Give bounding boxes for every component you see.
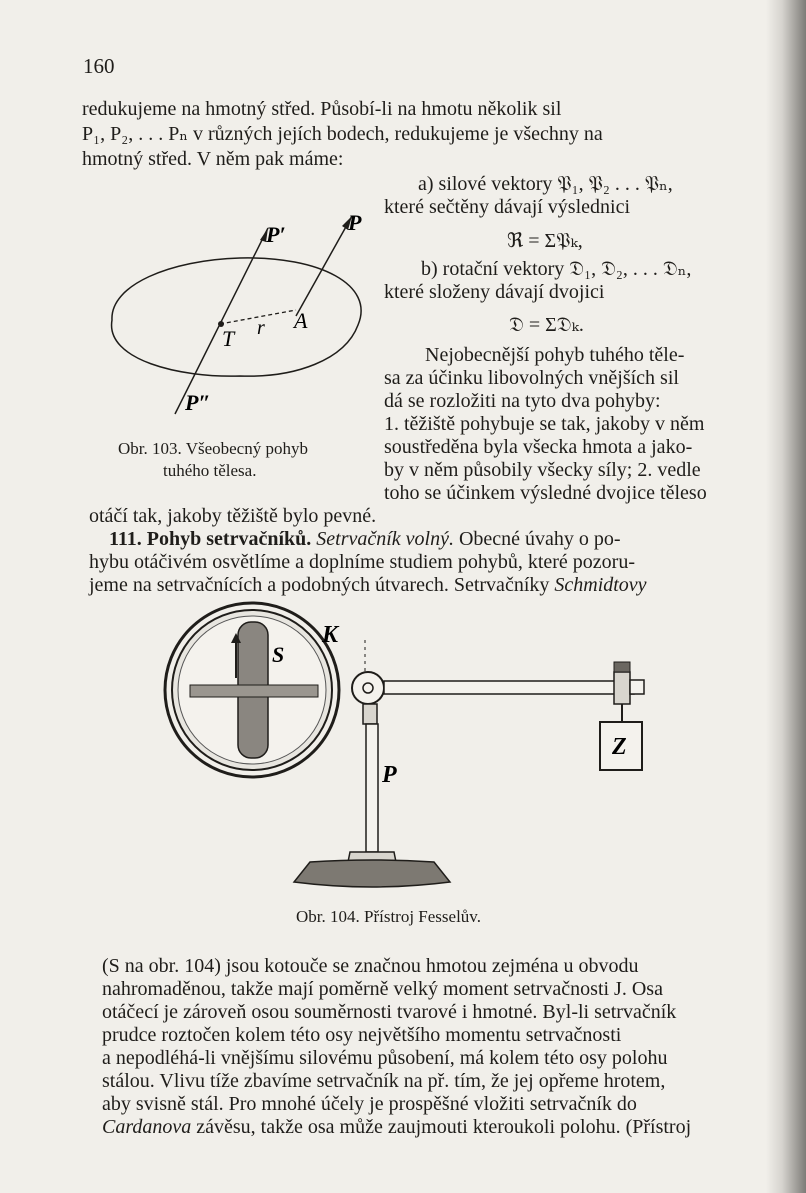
figure-103: [90, 200, 380, 440]
section-line-2: hybu otáčivém osvětlíme a doplníme studiem pohybů, které pozoru-: [89, 551, 635, 573]
support-column: [366, 724, 378, 852]
section-subtitle: Setrvačník volný.: [316, 528, 454, 550]
gyroscope-spoke-horizontal: [190, 685, 318, 697]
formula-R: ℜ = Σ𝔓ₖ,: [507, 230, 583, 252]
counterweight-clamp: [614, 672, 630, 704]
section-number: 111.: [109, 528, 142, 550]
figure-104: [160, 600, 680, 900]
label-p-prime: P′: [266, 222, 286, 247]
intro-line-1: redukujeme na hmotný střed. Působí-li na hmotu několik sil: [82, 98, 562, 120]
body-line-4: prudce roztočen kolem této osy největšího momentu setrvačnosti: [102, 1024, 622, 1046]
label-t: T: [222, 326, 235, 351]
rod-end-cap: [630, 680, 644, 694]
fig103-caption-1: Obr. 103. Všeobecný pohyb: [118, 439, 308, 458]
clamp-screw: [614, 662, 630, 672]
para-end: otáčí tak, jakoby těžiště bylo pevné.: [89, 505, 377, 527]
label-r: r: [257, 317, 265, 339]
label-a: A: [294, 308, 308, 333]
body-line-2: nahromaděnou, takže mají poměrně velký moment setrvačnosti J. Osa: [102, 978, 663, 1000]
column-joint: [363, 704, 377, 724]
side-line-9: dá se rozložiti na tyto dva pohyby:: [384, 390, 661, 412]
cardanova-italic: Cardanova: [102, 1116, 192, 1138]
horizontal-rod: [384, 681, 634, 694]
side-line-1: a) silové vektory 𝔓₁, 𝔓₂ . . . 𝔓ₙ,: [418, 173, 673, 195]
section-line-3-text: jeme na setrvačnících a podobných útvarech. Setrvačníky: [89, 574, 550, 596]
section-line-3: [89, 574, 647, 596]
fig103-caption-2: tuhého tělesa.: [163, 461, 257, 480]
label-z: Z: [612, 734, 627, 760]
page-number: 160: [83, 54, 115, 78]
side-line-12: by v něm působily všecky síly; 2. vedle: [384, 459, 701, 481]
side-line-10: 1. těžiště pohybuje se tak, jakoby v něm: [384, 413, 705, 435]
side-line-5: které složeny dávají dvojici: [384, 281, 605, 303]
label-p: P: [382, 762, 397, 788]
body-line-5: a nepodléhá-li vnějšímu silovému působení, má kolem této osy polohu: [102, 1047, 668, 1069]
body-line-6: stálou. Vlivu tíže zbavíme setrvačník na př. tím, že jej opřeme hrotem,: [102, 1070, 666, 1092]
side-line-13: toho se účinkem výsledné dvojice těleso: [384, 482, 707, 504]
formula-D: 𝔇 = Σ𝔇ₖ.: [509, 314, 584, 336]
side-line-4: b) rotační vektory 𝔇₁, 𝔇₂, . . . 𝔇ₙ,: [421, 258, 692, 280]
intro-line-2: P₁, P₂, . . . Pₙ v různých jejích bodech, redukujeme je všechny na: [82, 123, 603, 145]
intro-line-3: hmotný střed. V něm pak máme:: [82, 148, 344, 170]
rigid-body-outline: [112, 258, 362, 376]
schmidtovy-italic: Schmidtovy: [554, 574, 647, 596]
body-line-8: [102, 1116, 691, 1138]
page-edge-shadow: [766, 0, 806, 1193]
fig104-caption: Obr. 104. Přístroj Fesselův.: [296, 907, 481, 926]
section-heading: [109, 528, 621, 550]
section-line-1: Obecné úvahy o po-: [458, 528, 621, 550]
label-p-double: P″: [185, 390, 211, 415]
label-s: S: [272, 642, 285, 667]
side-line-7: Nejobecnější pohyb tuhého těle-: [425, 344, 685, 366]
body-line-8-text: závěsu, takže osa může zaujmouti kteroukoli polohu. (Přístroj: [196, 1116, 692, 1138]
section-title: Pohyb setrvačníků.: [146, 528, 312, 550]
body-line-1: (S na obr. 104) jsou kotouče se značnou hmotou zejména u obvodu: [102, 955, 639, 977]
side-line-11: soustředěna byla všecka hmota a jako-: [384, 436, 693, 458]
stand-base: [294, 860, 450, 887]
pivot-hub: [352, 672, 384, 704]
body-line-3: otáčecí je zároveň osou souměrnosti tvarové i hmotné. Byl-li setrvačník: [102, 1001, 677, 1023]
side-line-2: které sečtěny dávají výslednici: [384, 196, 631, 218]
axis-line-p-prime: [175, 228, 268, 414]
body-line-7: aby svisně stál. Pro mnohé účely je prospěšné vložiti setrvačník do: [102, 1093, 637, 1115]
label-k: K: [322, 622, 339, 648]
force-vector-p: [296, 216, 352, 316]
side-line-8: sa za účinku libovolných vnějších sil: [384, 367, 679, 389]
label-p: P: [348, 210, 362, 235]
